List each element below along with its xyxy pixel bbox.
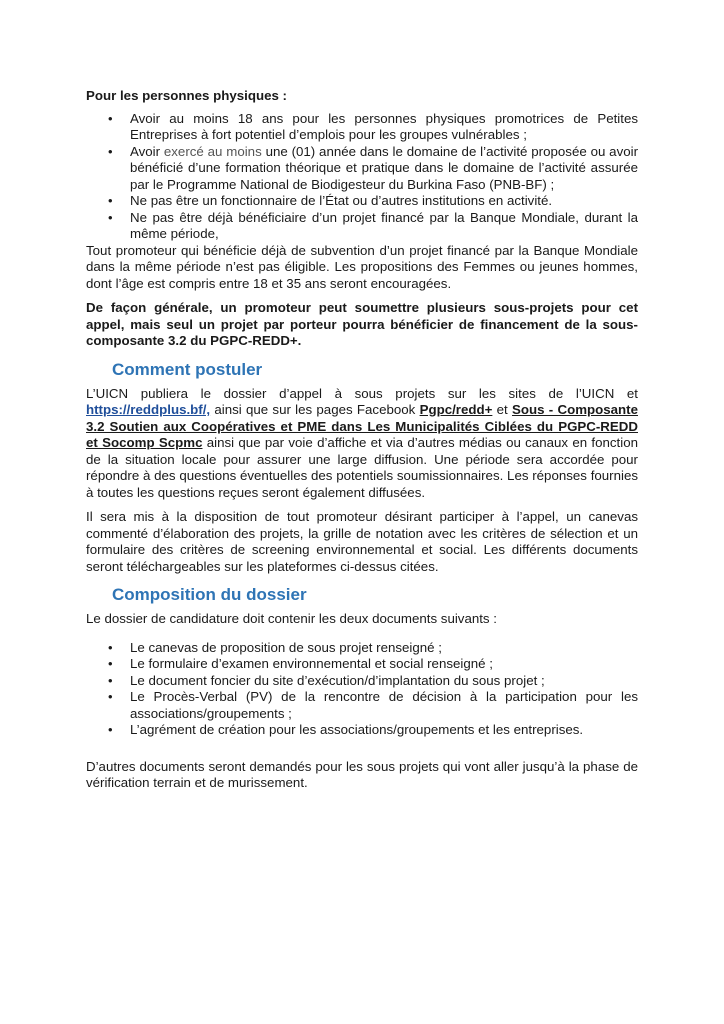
section-title-composition: Composition du dossier [112, 585, 307, 604]
bullet-icon: • [108, 672, 113, 688]
list-item: • Avoir au moins 18 ans pour les personnes physiques promotrices de Petites Entreprises à fort potentiel d’emplois pour les groupes vulnérables ; [108, 110, 638, 142]
section-title-postuler: Comment postuler [112, 359, 263, 379]
facebook-page-sous-composante[interactable]: Sous - Composante 3.2 Soutien aux Coopératives et PME dans Les Municipalités Ciblées du PGPC-REDD et Socomp Scpmc [86, 402, 638, 450]
list-item: • L’agrément de création pour les associations/groupements et les entreprises. [108, 722, 584, 737]
bullet-icon: • [108, 193, 113, 208]
composition-intro: Le dossier de candidature doit contenir les deux documents suivants : [86, 611, 497, 626]
list-item: • Le formulaire d’examen environnemental et social renseigné ; [108, 656, 493, 671]
reddplus-link[interactable]: https://reddplus.bf/, [86, 402, 211, 417]
postuler-paragraph-1: L’UICN publiera le dossier d’appel à sous projets sur les sites de l’UICN et https://reddplus.bf/, ainsi que sur les pages Facebook Pgpc/redd+ et Sous - Composante 3.2 Soutien aux Coopératives et PME dans Les Municipalités Ciblées du PGPC-REDD et Socomp Scpmc ainsi que par voie d’affiche et via d’autres médias ou canaux en fonction de la situation locale pour assurer une large diffusion. Une période sera accordée pour répondre à des questions éventuelles des potentiels soumissionnaires. Les réponses fournies à toutes les questions reçues seront également diffusées. [86, 385, 638, 500]
list-item: • Ne pas être déjà bénéficiaire d’un projet financé par la Banque Mondiale, durant la même période, [108, 209, 638, 241]
physiques-title: Pour les personnes physiques : [86, 88, 287, 103]
postuler-paragraph-2: Il sera mis à la disposition de tout promoteur désirant participer à l’appel, un canevas commenté d’élaboration des projets, la grille de notation avec les critères de sélection et un formulaire des critères de screening environnemental et social. Les différents documents seront téléchargeables sur les plateformes ci-dessus citées. [86, 509, 638, 574]
list-item: • Avoir exercé au moins une (01) année dans le domaine de l’activité proposée ou avoir bénéficié d’une formation théorique et pratique dans le domaine de l’activité assurée par le Programme National de Biodigesteur du Burkina Faso (PNB-BF) ; [108, 143, 639, 192]
bullet-icon: • [108, 689, 113, 704]
bullet-icon: • [108, 656, 113, 671]
bullet-icon: • [108, 110, 113, 126]
composition-list [86, 640, 638, 739]
general-note: De façon générale, un promoteur peut soumettre plusieurs sous-projets pour cet appel, mais seul un projet par porteur pourra bénéficier de financement de la sous-composante 3.2 du PGPC-REDD+. [86, 300, 638, 348]
list-item: • Le Procès-Verbal (PV) de la rencontre de décision à la participation pour les associations/groupements ; [108, 689, 638, 721]
physiques-list [86, 111, 638, 243]
bullet-icon: • [108, 722, 113, 737]
list-item: • Ne pas être un fonctionnaire de l’État ou d’autres institutions en activité. [108, 193, 553, 208]
eligibility-paragraph: Tout promoteur qui bénéficie déjà de subvention d’un projet financé par la Banque Mondiale dans la même période n’est pas éligible. Les propositions des Femmes ou jeunes hommes, dont l’âge est compris entre 18 et 35 ans seront encouragées. [86, 242, 638, 291]
bullet-icon: • [108, 639, 113, 655]
list-item: • Le document foncier du site d’exécution/d’implantation du sous projet ; [108, 672, 545, 688]
bullet-icon: • [108, 209, 113, 225]
list-item: • Le canevas de proposition de sous projet renseigné ; [108, 639, 442, 655]
facebook-page-pgpc[interactable]: Pgpc/redd+ [419, 402, 493, 417]
closing-paragraph: D’autres documents seront demandés pour les sous projets qui vont aller jusqu’à la phase de vérification terrain et de murissement. [86, 758, 638, 790]
highlighted-text: exercé au moins [163, 143, 262, 159]
bullet-icon: • [108, 143, 113, 159]
